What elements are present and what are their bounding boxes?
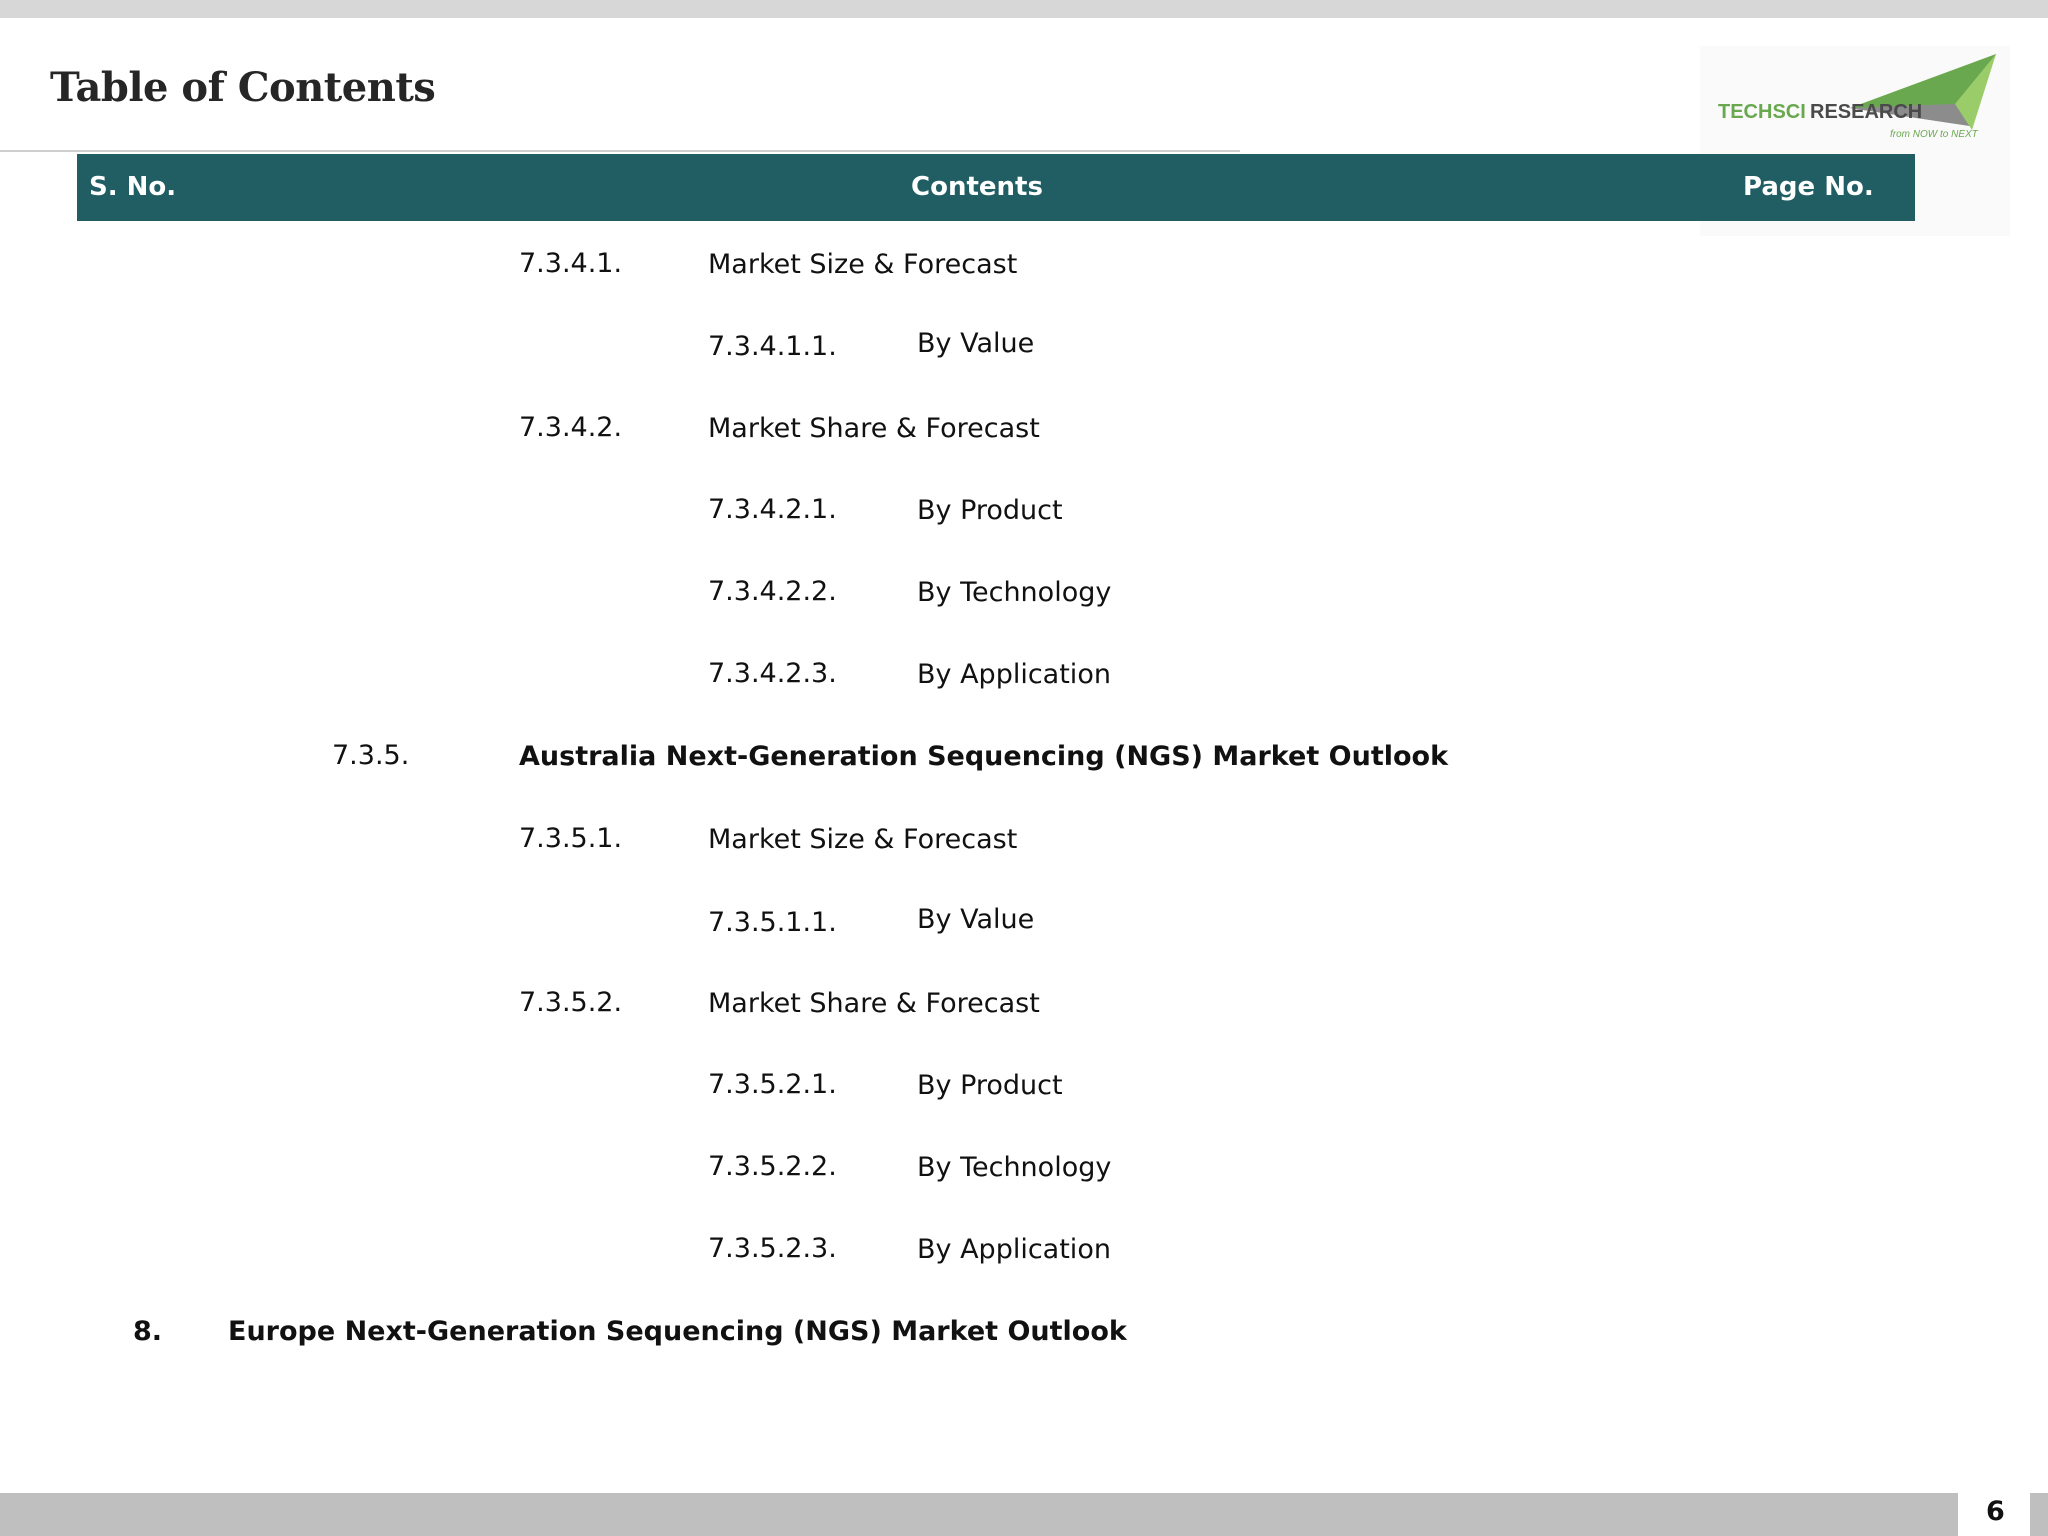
toc-title[interactable]: By Technology	[917, 577, 1112, 608]
logo-wordmark-1: TECHSCI	[1718, 101, 1806, 123]
toc-number: 7.3.5.2.	[519, 987, 623, 1018]
toc-title[interactable]: By Application	[917, 1234, 1111, 1265]
toc-number: 7.3.4.1.1.	[708, 331, 837, 362]
toc-number: 7.3.4.1.	[519, 248, 623, 279]
toc-title[interactable]: By Product	[917, 1070, 1063, 1101]
toc-title[interactable]: Market Size & Forecast	[708, 249, 1018, 280]
toc-number: 7.3.4.2.2.	[708, 576, 837, 607]
toc-header-bar	[77, 154, 1915, 221]
toc-chapter-number: 8.	[133, 1316, 163, 1347]
toc-title[interactable]: By Technology	[917, 1152, 1112, 1183]
header-contents: Contents	[911, 172, 1043, 202]
toc-title[interactable]: Market Share & Forecast	[708, 988, 1040, 1019]
toc-title[interactable]: Market Share & Forecast	[708, 413, 1040, 444]
toc-title[interactable]: By Value	[917, 904, 1035, 935]
footer-bar-end	[2030, 1493, 2048, 1536]
toc-title[interactable]: Market Size & Forecast	[708, 824, 1018, 855]
logo-graphic	[1700, 46, 2010, 156]
logo-wordmark-2: RESEARCH	[1810, 101, 1923, 123]
toc-number: 7.3.4.2.	[519, 412, 623, 443]
toc-number: 7.3.4.2.3.	[708, 658, 837, 689]
top-bar	[0, 0, 2048, 18]
footer-bar	[0, 1493, 1958, 1536]
toc-title[interactable]: By Application	[917, 659, 1111, 690]
page-title: Table of Contents	[50, 64, 436, 111]
toc-title[interactable]: By Product	[917, 495, 1063, 526]
toc-section-title[interactable]: Australia Next-Generation Sequencing (NGS) Market Outlook	[519, 741, 1449, 772]
toc-number: 7.3.5.2.3.	[708, 1233, 837, 1264]
title-divider	[0, 150, 1240, 152]
toc-number: 7.3.5.	[332, 740, 410, 771]
toc-number: 7.3.5.1.	[519, 823, 623, 854]
header-sno: S. No.	[89, 172, 177, 202]
logo-tagline: from NOW to NEXT	[1890, 129, 1978, 140]
page-number: 6	[1986, 1496, 2005, 1527]
toc-chapter-title[interactable]: Europe Next-Generation Sequencing (NGS) Market Outlook	[228, 1316, 1127, 1347]
toc-number: 7.3.5.1.1.	[708, 907, 837, 938]
toc-number: 7.3.5.2.2.	[708, 1151, 837, 1182]
toc-number: 7.3.4.2.1.	[708, 494, 837, 525]
toc-number: 7.3.5.2.1.	[708, 1069, 837, 1100]
header-page-no: Page No.	[1743, 172, 1874, 202]
toc-title[interactable]: By Value	[917, 328, 1035, 359]
